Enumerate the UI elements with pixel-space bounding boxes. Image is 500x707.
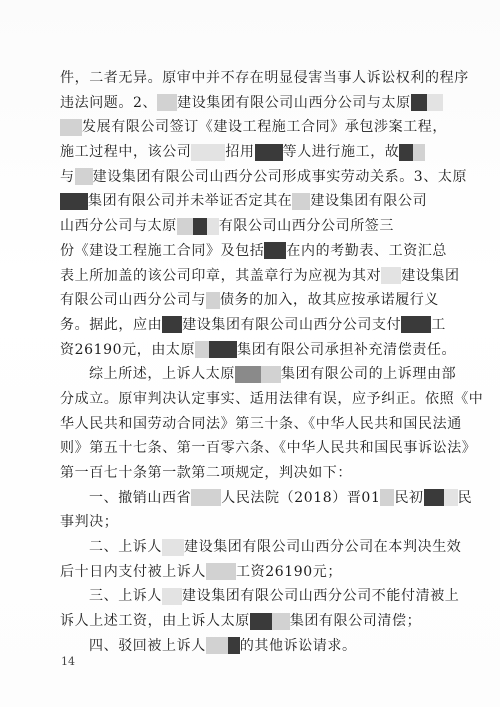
- text-line: [60, 313, 460, 338]
- text-segment: 二、上诉人: [89, 539, 162, 556]
- text-segment: 有限公司山西分公司与: [60, 292, 206, 309]
- text-segment: 件，二者无异。原审中并不存在明显侵害当事人诉讼权利的程序: [60, 70, 469, 86]
- text-line: [60, 461, 460, 486]
- text-segment: 人民法院（2018）晋01: [221, 489, 381, 506]
- redaction-block: [250, 613, 272, 630]
- text-segment: 则》第五十七条、第一百零六条、《中华人民共和国民事诉讼法》: [60, 440, 477, 457]
- text-segment: 在内的考勤表、工资汇总: [286, 242, 448, 259]
- text-line: [60, 634, 460, 659]
- redaction-block: [177, 218, 193, 235]
- redaction-block: [193, 218, 207, 235]
- redaction-block: [60, 119, 82, 136]
- text-line: [60, 535, 460, 560]
- text-line: [60, 91, 460, 116]
- text-segment: 一、撤销山西省: [89, 489, 192, 506]
- text-line: [60, 165, 468, 190]
- text-segment: 后十日内支付被上诉人: [60, 563, 206, 580]
- text-segment: 综上所述，上诉人太原: [89, 366, 235, 383]
- redaction-block: [162, 588, 182, 605]
- redaction-block: [444, 489, 458, 506]
- text-segment: 集团有限公司清偿；: [289, 613, 422, 630]
- text-segment: 招用: [225, 144, 255, 161]
- text-segment: 施工过程中，该公司: [60, 144, 192, 161]
- text-segment: 建设集团有限公司山西分公司与太原: [177, 94, 411, 111]
- text-segment: 表上所加盖的该公司印章，其盖章行为应视为其对: [60, 267, 382, 284]
- redaction-block: [401, 316, 431, 333]
- text-segment: 建设集团: [401, 267, 460, 284]
- text-line: [60, 66, 469, 91]
- text-segment: 事判决；: [60, 514, 119, 531]
- redaction-block: [399, 144, 413, 161]
- text-segment: 诉人上述工资，由上诉人太原: [60, 613, 250, 630]
- judgment-body-text: [60, 66, 484, 659]
- text-line: [60, 387, 484, 412]
- redaction-block: [207, 218, 219, 235]
- text-line: [60, 214, 460, 239]
- redaction-block: [264, 242, 286, 259]
- text-segment: 违法问题。2、: [60, 94, 158, 111]
- text-line: [60, 412, 460, 437]
- text-line: [60, 560, 460, 585]
- redaction-block: [427, 94, 443, 111]
- redaction-block: [206, 292, 220, 309]
- redaction-block: [261, 366, 281, 383]
- redaction-block: [228, 637, 240, 654]
- text-segment: 债务的加入，故其应按承诺履行义: [220, 292, 439, 309]
- redaction-block: [191, 489, 221, 506]
- text-segment: 第一百七十条第一款第二项规定，判决如下：: [60, 465, 352, 481]
- text-segment: 建设集团有限公司山西分公司在本判决生效: [184, 539, 462, 556]
- text-segment: 等人进行施工，故: [282, 144, 400, 161]
- redaction-block: [60, 193, 88, 210]
- redaction-block: [206, 637, 228, 654]
- text-segment: 工资26190元；: [236, 563, 342, 580]
- text-segment: 的其他诉讼请求。: [239, 637, 357, 654]
- text-segment: 建设集团有限公司: [310, 193, 428, 210]
- text-line: [60, 510, 460, 535]
- text-segment: 份《建设工程施工合同》及包括: [60, 242, 265, 259]
- redaction-block: [235, 366, 261, 383]
- text-line: [60, 584, 460, 609]
- text-segment: 务。据此，应由: [60, 316, 163, 333]
- text-line: [60, 239, 460, 264]
- redaction-block: [195, 341, 209, 358]
- redaction-block: [380, 489, 394, 506]
- text-segment: 民初: [394, 489, 424, 506]
- text-line: [60, 115, 460, 140]
- redaction-block: [162, 316, 182, 333]
- text-segment: 工: [431, 316, 446, 333]
- text-segment: 与: [60, 168, 75, 185]
- redaction-block: [413, 144, 425, 161]
- redaction-block: [75, 168, 93, 185]
- text-segment: 发展有限公司签订《建设工程施工合同》承包涉案工程，: [82, 119, 447, 136]
- text-line: [60, 436, 477, 461]
- text-line: [60, 362, 460, 387]
- page-number: 14: [61, 655, 75, 668]
- redaction-block: [162, 539, 184, 556]
- redaction-block: [157, 94, 177, 111]
- redaction-block: [424, 489, 444, 506]
- redaction-block: [381, 267, 401, 284]
- text-segment: 有限公司山西分公司所签三: [218, 218, 395, 235]
- text-segment: 民: [457, 489, 473, 506]
- text-line: [60, 264, 460, 289]
- text-segment: 建设集团有限公司山西分公司不能付清被上: [182, 588, 460, 605]
- text-segment: 四、驳回被上诉人: [89, 637, 206, 654]
- text-segment: 分成立。原审判决认定事实、适用法律有误，应予纠正。依照《中: [60, 390, 484, 407]
- redaction-block: [206, 563, 236, 580]
- redaction-block: [292, 193, 310, 210]
- text-segment: 集团有限公司的上诉理由部: [281, 366, 457, 383]
- text-segment: 山西分公司与太原: [60, 218, 177, 235]
- text-segment: 资26190元，由太原: [60, 341, 196, 358]
- redaction-block: [209, 341, 237, 358]
- text-line: [60, 140, 460, 165]
- text-line: [60, 338, 460, 363]
- redaction-block: [255, 144, 283, 161]
- text-line: [60, 486, 473, 511]
- text-line: [60, 189, 460, 214]
- text-segment: 集团有限公司并未举证否定其在: [88, 193, 293, 210]
- text-segment: 华人民共和国劳动合同法》第三十条、《中华人民共和国民法通: [60, 415, 462, 432]
- text-segment: 建设集团有限公司山西分公司支付: [182, 316, 402, 333]
- text-segment: 集团有限公司承担补充清偿责任。: [237, 341, 457, 358]
- redaction-block: [272, 613, 290, 630]
- text-line: [60, 288, 460, 313]
- redaction-block: [191, 144, 225, 161]
- redaction-block: [411, 94, 427, 111]
- text-line: [60, 609, 460, 634]
- text-segment: 三、上诉人: [89, 588, 162, 605]
- text-segment: 建设集团有限公司山西分公司形成事实劳动关系。3、太原: [92, 168, 468, 185]
